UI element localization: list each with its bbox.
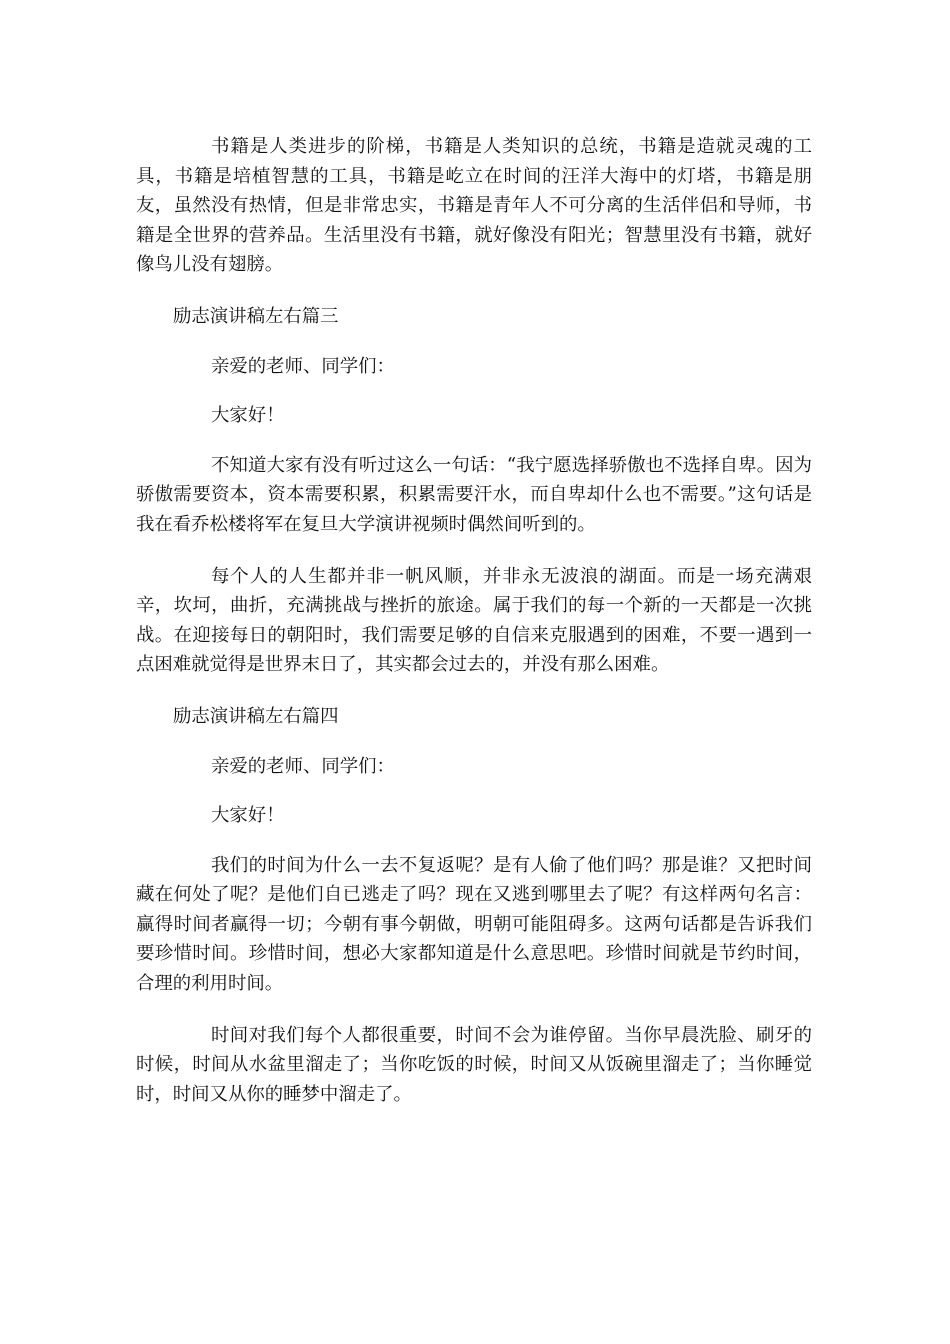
section-heading-4: 励志演讲稿左右篇四	[173, 705, 339, 727]
greeting-4: 亲爱的老师、同学们：	[211, 755, 395, 777]
paragraph-books: 书籍是人类进步的阶梯，书籍是人类知识的总统，书籍是造就灵魂的工具，书籍是培植智慧的工具，书籍是屹立在时间的汪洋大海中的灯塔，书籍是朋友，虽然没有热情，但是非常忠实，书籍是青年人不可分离的生活伴侣和导师，书籍是全世界的营养品。生活里没有书籍，就好像没有阳光；智慧里没有书籍，就好像鸟儿没有翅膀。	[136, 136, 812, 276]
hello-3: 大家好！	[211, 405, 285, 427]
paragraph-time: 我们的时间为什么一去不复返呢？是有人偷了他们吗？那是谁？又把时间藏在何处了呢？是他们自已逃走了吗？现在又逃到哪里去了呢？有这样两句名言：赢得时间者赢得一切；今朝有事今朝做，明朝可能阻碍多。这两句话都是告诉我们要珍惜时间。珍惜时间，想必大家都知道是什么意思吧。珍惜时间就是节约时间，合理的利用时间。	[136, 854, 812, 995]
paragraph-time-flow: 时间对我们每个人都很重要，时间不会为谁停留。当你早晨洗脸、刷牙的时候，时间从水盆里溜走了；当你吃饭的时候，时间又从饭碗里溜走了；当你睡觉时，时间又从你的睡梦中溜走了。	[136, 1024, 812, 1105]
paragraph-life: 每个人的人生都并非一帆风顺，并非永无波浪的湖面。而是一场充满艰辛，坎坷，曲折，充满挑战与挫折的旅途。属于我们的每一个新的一天都是一次挑战。在迎接每日的朝阳时，我们需要足够的自信来克服遇到的困难，不要一遇到一点困难就觉得是世界末日了，其实都会过去的，并没有那么困难。	[136, 565, 812, 676]
greeting-3: 亲爱的老师、同学们：	[211, 355, 395, 377]
document-page	[136, 132, 812, 1109]
paragraph-pride: 不知道大家有没有听过这么一句话：“我宁愿选择骄傲也不选择自卑。因为骄傲需要资本，资本需要积累，积累需要汗水，而自卑却什么也不需要。”这句话是我在看乔松楼将军在复旦大学演讲视频时偶然间听到的。	[136, 454, 812, 535]
hello-4: 大家好！	[211, 805, 285, 827]
section-heading-3: 励志演讲稿左右篇三	[173, 305, 339, 327]
